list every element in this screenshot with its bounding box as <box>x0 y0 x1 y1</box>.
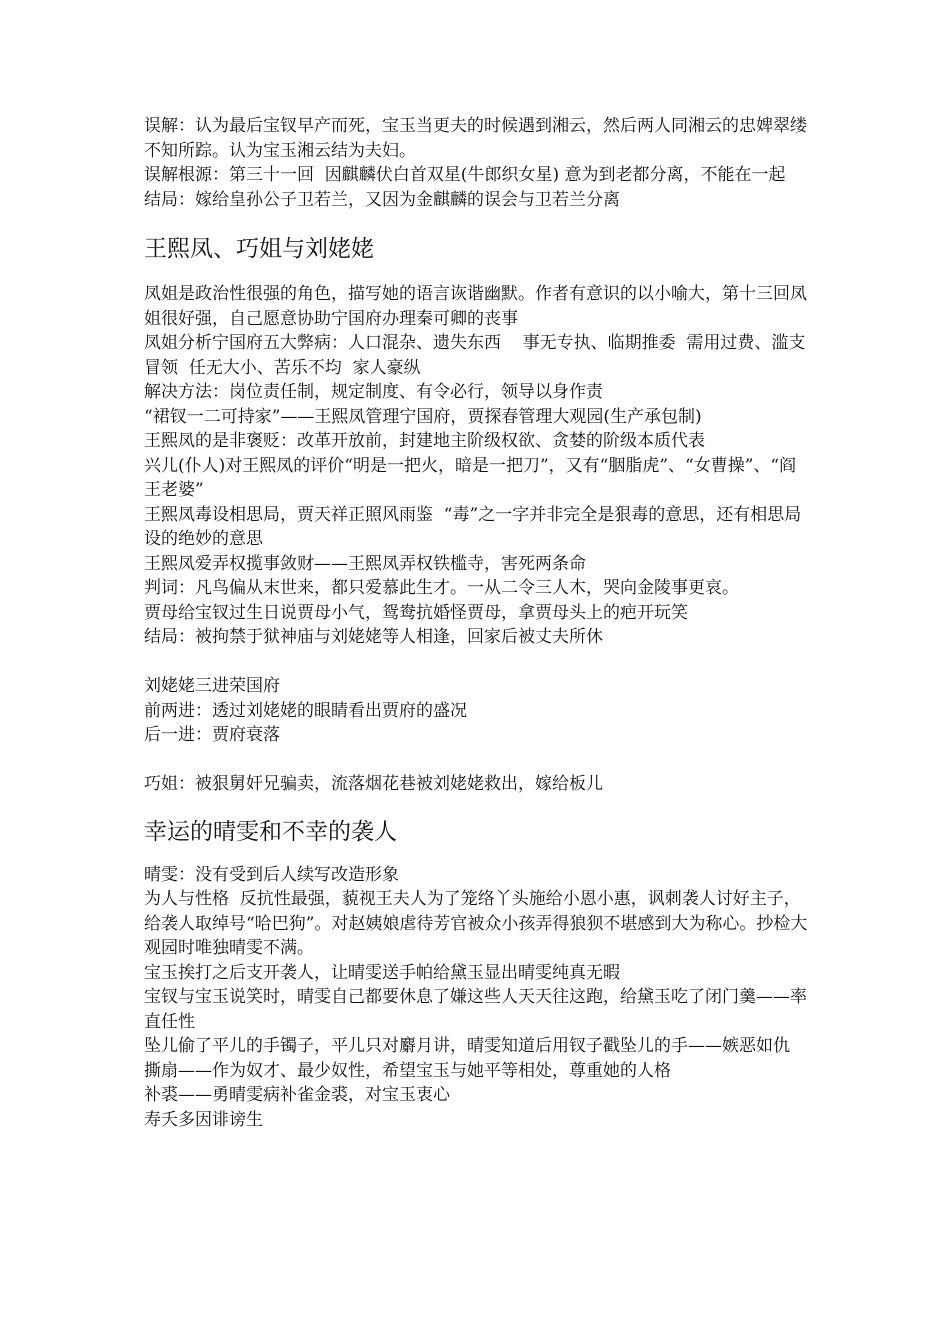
paragraph: 前两进：透过刘姥姥的眼睛看出贾府的盛况 <box>144 700 467 721</box>
paragraph: 坠儿偷了平儿的手镯子，平儿只对麝月讲，晴雯知道后用钗子戳坠儿的手——嫉恶如仇 <box>144 1036 790 1056</box>
paragraph: 兴儿(仆人)对王熙凤的评价“明是一把火，暗是一把刀”，又有“胭脂虎”、“女曹操”、“阎王老婆” <box>144 455 797 500</box>
paragraph: 结局：被拘禁于狱神庙与刘姥姥等人相逢，回家后被丈夫所休 <box>144 627 603 647</box>
paragraph: 解决方法：岗位责任制，规定制度、有令必行，领导以身作责 <box>144 382 603 402</box>
paragraph: 为人与性格 反抗性最强，藐视王夫人为了笼络丫头施给小恩小惠，讽刺袭人讨好主子，给袭人取绰号“哈巴狗”。对赵姨娘虐待芳官被众小孩弄得狼狈不堪感到大为称心。抄检大观园时唯独晴雯不满。 <box>144 889 808 958</box>
paragraph: 结局：嫁给皇孙公子卫若兰，又因为金麒麟的误会与卫若兰分离 <box>144 189 620 210</box>
paragraph: 刘姥姥三进荣国府 <box>144 676 280 696</box>
paragraph: 凤姐是政治性很强的角色，描写她的语言诙谐幽默。作者有意识的以小喻大，第十三回凤姐很好强，自己愿意协助宁国府办理秦可卿的丧事 <box>144 284 807 329</box>
paragraph: 贾母给宝钗过生日说贾母小气，鸳鸯抗婚怪贾母，拿贾母头上的疤开玩笑 <box>144 602 688 623</box>
section-heading-qingwen-xiren: 幸运的晴雯和不幸的袭人 <box>144 818 397 845</box>
paragraph: 凤姐分析宁国府五大弊病：人口混杂、遗失东西 事无专执、临期推委 需用过费、滥支冒领 任无大小、苦乐不均 家人豪纵 <box>144 333 806 378</box>
paragraph: 王熙凤爱弄权揽事敛财——王熙凤弄权铁槛寺，害死两条命 <box>144 553 586 574</box>
paragraph: 宝玉挨打之后支开袭人，让晴雯送手帕给黛玉显出晴雯纯真无暇 <box>144 962 620 983</box>
section-intro <box>144 114 810 212</box>
section-heading-wang-xifeng: 王熙凤、巧姐与刘姥姥 <box>144 236 374 262</box>
section-wang-xifeng <box>144 282 810 797</box>
paragraph: 晴雯：没有受到后人续写改造形象 <box>144 864 399 885</box>
blank-line <box>144 650 810 675</box>
paragraph: 巧姐：被狠舅奸兄骗卖，流落烟花巷被刘姥姥救出，嫁给板儿 <box>144 774 603 794</box>
paragraph: 判词：凡鸟偏从末世来，都只爱慕此生才。一从二令三人木，哭向金陵事更哀。 <box>144 578 739 598</box>
paragraph: 王熙凤的是非褒贬：改革开放前，封建地主阶级权欲、贪婪的阶级本质代表 <box>144 431 705 451</box>
paragraph: “裙钗一二可持家”——王熙凤管理宁国府，贾探春管理大观园(生产承包制) <box>144 406 702 427</box>
paragraph: 王熙凤毒设相思局，贾天祥正照风雨鉴 “毒”之一字并非完全是狠毒的意思，还有相思局设的绝妙的意思 <box>144 504 802 549</box>
paragraph: 宝钗与宝玉说笑时，晴雯自己都要休息了嫌这些人天天往这跑，给黛玉吃了闭门羹——率直任性 <box>144 987 807 1032</box>
paragraph: 误解根源：第三十一回 因麒麟伏白首双星(牛郎织女星) 意为到老都分离，不能在一起 <box>144 165 786 185</box>
paragraph: 后一进：贾府衰落 <box>144 725 280 745</box>
blank-line <box>144 748 810 773</box>
paragraph: 撕扇——作为奴才、最少奴性，希望宝玉与她平等相处，尊重她的人格 <box>144 1060 671 1081</box>
paragraph: 误解：认为最后宝钗早产而死，宝玉当更夫的时候遇到湘云，然后两人同湘云的忠婢翠缕不知所踪。认为宝玉湘云结为夫妇。 <box>144 116 807 161</box>
paragraph: 寿夭多因诽谤生 <box>144 1109 263 1130</box>
section-qingwen-xiren <box>144 863 810 1133</box>
paragraph: 补裘——勇晴雯病补雀金裘，对宝玉衷心 <box>144 1085 450 1105</box>
